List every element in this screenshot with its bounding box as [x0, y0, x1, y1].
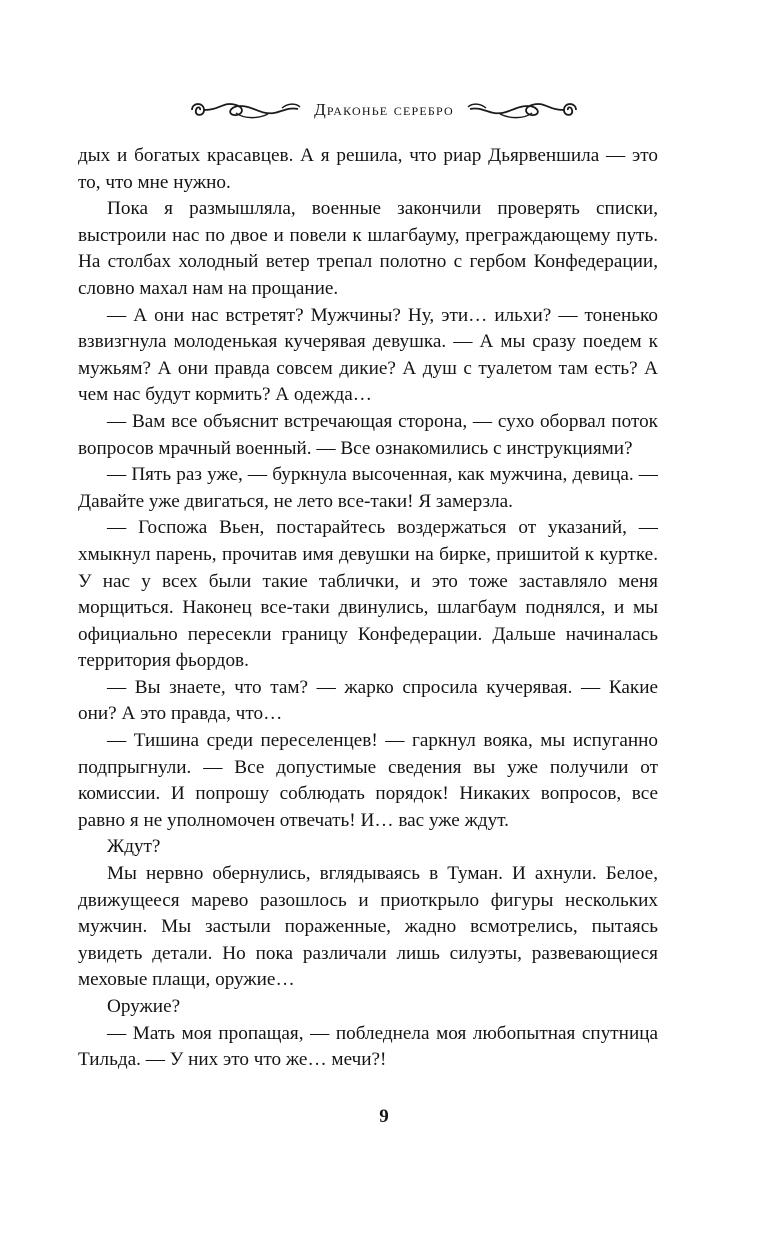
running-title: Драконье серебро — [314, 100, 454, 119]
paragraph-5: — Пять раз уже, — буркнула высоченная, как мужчина, девица. — Давайте уже двигаться, не лето все-таки! Я замерзла. — [78, 464, 658, 512]
paragraph-8: — Тишина среди переселенцев! — гаркнул вояка, мы испуганно подпрыгнули. — Все допустимые сведения вы уже получили от комиссии. И попрошу соблюдать порядок! Никаких вопросов, все равно я не уполномочен отвечать! И… вас уже ждут. — [78, 730, 658, 831]
page-number: 9 — [379, 1106, 389, 1127]
paragraph-10: Мы нервно обернулись, вглядываясь в Туман. И ахнули. Белое, движущееся марево разошлось и приоткрыло фигуры нескольких мужчин. Мы застыли пораженные, жадно всмотрелись, пытаясь увидеть детали. Но пока различали лишь силуэты, развевающиеся меховые плащи, оружие… — [78, 863, 658, 991]
flourish-right-icon — [464, 97, 584, 123]
paragraph-1: дых и богатых красавцев. А я решила, что риар Дьярвеншила — это то, что мне нужно. — [78, 145, 658, 193]
body-text — [78, 143, 658, 1074]
paragraph-12: — Мать моя пропащая, — побледнела моя любопытная спутница Тильда. — У них это что же… мечи?! — [78, 1022, 658, 1071]
paragraph-9: Ждут? — [107, 836, 161, 858]
paragraph-7: — Вы знаете, что там? — жарко спросила кучерявая. — Какие они? А это правда, что… — [78, 676, 658, 725]
paragraph-11: Оружие? — [107, 996, 181, 1017]
flourish-left-icon — [184, 97, 304, 123]
paragraph-4: — Вам все объяснит встречающая сторона, — сухо оборвал поток вопросов мрачный военный. — Все ознакомились с инструкциями? — [78, 410, 658, 459]
paragraph-6: — Госпожа Вьен, постарайтесь воздержаться от указаний, — хмыкнул парень, прочитав имя девушки на бирке, пришитой к куртке. У нас у всех были такие таблички, и это тоже заставляло меня морщиться. Наконец все-таки двинулись, шлагбаум поднялся, и мы официально пересекли границу Конфедерации. Дальше начиналась территория фьордов. — [78, 517, 658, 672]
paragraph-2: Пока я размышляла, военные закончили проверять списки, выстроили нас по двое и повели к шлагбауму, преграждающему путь. На столбах холодный ветер трепал полотно с гербом Конфедерации, словно махал нам на прощание. — [78, 198, 658, 299]
paragraph-3: — А они нас встретят? Мужчины? Ну, эти… ильхи? — тоненько взвизгнула молоденькая кучерявая девушка. — А мы сразу поедем к мужьям? А они правда совсем дикие? А душ с туалетом там есть? А чем нас будут кормить? А одежда… — [78, 304, 658, 406]
running-head — [0, 94, 768, 126]
